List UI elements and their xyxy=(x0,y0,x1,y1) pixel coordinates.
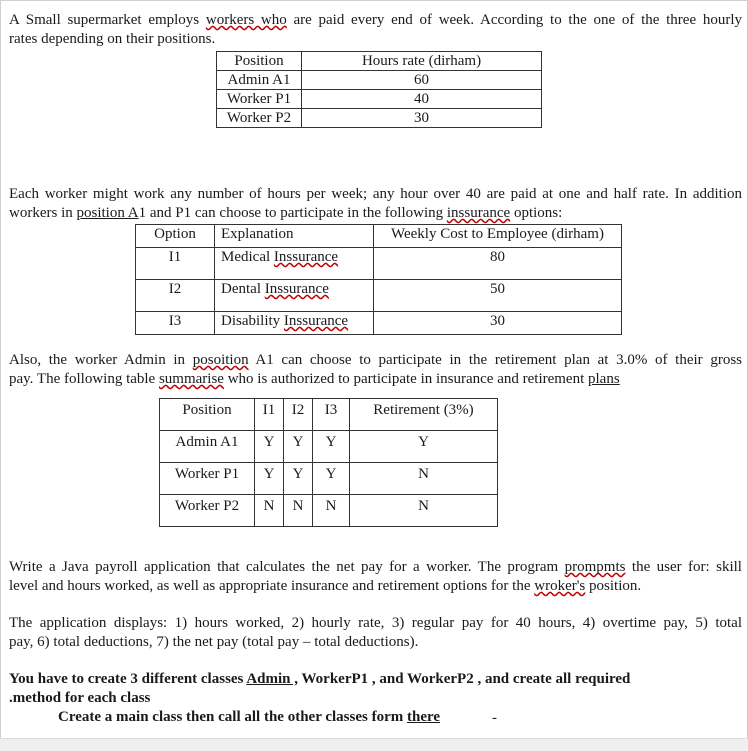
displays-paragraph xyxy=(9,614,742,652)
table-cell: Disability Inssurance xyxy=(215,312,374,335)
table-cell: Worker P2 xyxy=(160,495,255,527)
table-cell: Y xyxy=(255,463,284,495)
retirement-paragraph xyxy=(9,351,742,389)
table-cell: Admin A1 xyxy=(160,431,255,463)
table-cell: I3 xyxy=(136,312,215,335)
table-cell: Worker P2 xyxy=(217,109,302,128)
table-cell: 30 xyxy=(374,312,622,335)
column-header: Hours rate (dirham) xyxy=(302,52,542,71)
table-row xyxy=(217,71,542,90)
table-row xyxy=(136,248,622,280)
table-cell: 60 xyxy=(302,71,542,90)
table-header-row xyxy=(160,399,498,431)
table-cell: Y xyxy=(350,431,498,463)
column-header: I3 xyxy=(313,399,350,431)
table-cell: Y xyxy=(313,431,350,463)
table-cell: Y xyxy=(313,463,350,495)
table-cell: 50 xyxy=(374,280,622,312)
table-cell: 80 xyxy=(374,248,622,280)
column-header: I1 xyxy=(255,399,284,431)
task-line-1: Write a Java payroll application that calculates the net pay for a worker. The program prompmts the user for: skill xyxy=(9,559,742,575)
classes-line-2: .method for each class xyxy=(9,690,151,706)
table-row xyxy=(160,463,498,495)
overtime-paragraph xyxy=(9,185,742,223)
table-cell: Y xyxy=(284,431,313,463)
retirement-line-1: Also, the worker Admin in posoition A1 can choose to participate in the retirement plan at 3.0% of their gross xyxy=(9,352,742,368)
table-row xyxy=(160,431,498,463)
column-header: Retirement (3%) xyxy=(350,399,498,431)
table-header-row xyxy=(136,225,622,248)
table-cell: N xyxy=(350,495,498,527)
classes-paragraph xyxy=(9,670,742,727)
table-cell: 30 xyxy=(302,109,542,128)
table-cell: Y xyxy=(255,431,284,463)
table-cell: N xyxy=(313,495,350,527)
displays-line-2: pay, 6) total deductions, 7) the net pay (total pay – total deductions). xyxy=(9,634,419,650)
table-row xyxy=(160,495,498,527)
intro-paragraph xyxy=(9,11,742,49)
hourly-rates-table xyxy=(216,51,542,128)
table-cell: Dental Inssurance xyxy=(215,280,374,312)
column-header: Weekly Cost to Employee (dirham) xyxy=(374,225,622,248)
table-cell: N xyxy=(284,495,313,527)
table-row xyxy=(136,312,622,335)
table-row xyxy=(217,109,542,128)
intro-line-1: A Small supermarket employs workers who are paid every end of week. According to the one of the three hourly xyxy=(9,12,742,28)
column-header: Position xyxy=(217,52,302,71)
table-cell: Y xyxy=(284,463,313,495)
table-header-row xyxy=(217,52,542,71)
overtime-line-1: Each worker might work any number of hours per week; any hour over 40 are paid at one and half rate. In addition xyxy=(9,186,742,202)
table-cell: Medical Inssurance xyxy=(215,248,374,280)
classes-line-3: Create a main class then call all the other classes form there xyxy=(58,709,441,725)
bottom-scroll-strip xyxy=(0,738,748,751)
table-cell: N xyxy=(350,463,498,495)
authorization-table xyxy=(159,398,498,527)
intro-line-2: rates depending on their positions. xyxy=(9,31,216,47)
task-line-2: level and hours worked, as well as appropriate insurance and retirement options for the wroker's position. xyxy=(9,578,642,594)
column-header: I2 xyxy=(284,399,313,431)
retirement-line-2: pay. The following table summarise who is authorized to participate in insurance and retirement plans xyxy=(9,371,620,387)
column-header: Explanation xyxy=(215,225,374,248)
table-cell: Worker P1 xyxy=(160,463,255,495)
task-paragraph xyxy=(9,558,742,596)
insurance-options-table xyxy=(135,224,622,335)
table-cell: I2 xyxy=(136,280,215,312)
column-header: Position xyxy=(160,399,255,431)
table-row xyxy=(217,90,542,109)
table-cell: I1 xyxy=(136,248,215,280)
classes-line-1: You have to create 3 different classes Admin , WorkerP1 , and WorkerP2 , and create all required xyxy=(9,671,631,687)
displays-line-1: The application displays: 1) hours worked, 2) hourly rate, 3) regular pay for 40 hours, 4) overtime pay, 5) total xyxy=(9,615,742,631)
table-cell: Worker P1 xyxy=(217,90,302,109)
table-cell: N xyxy=(255,495,284,527)
table-cell: 40 xyxy=(302,90,542,109)
column-header: Option xyxy=(136,225,215,248)
overtime-line-2: workers in position A1 and P1 can choose to participate in the following inssurance options: xyxy=(9,205,563,221)
table-row xyxy=(136,280,622,312)
table-cell: Admin A1 xyxy=(217,71,302,90)
trailing-dash: - xyxy=(492,710,497,726)
